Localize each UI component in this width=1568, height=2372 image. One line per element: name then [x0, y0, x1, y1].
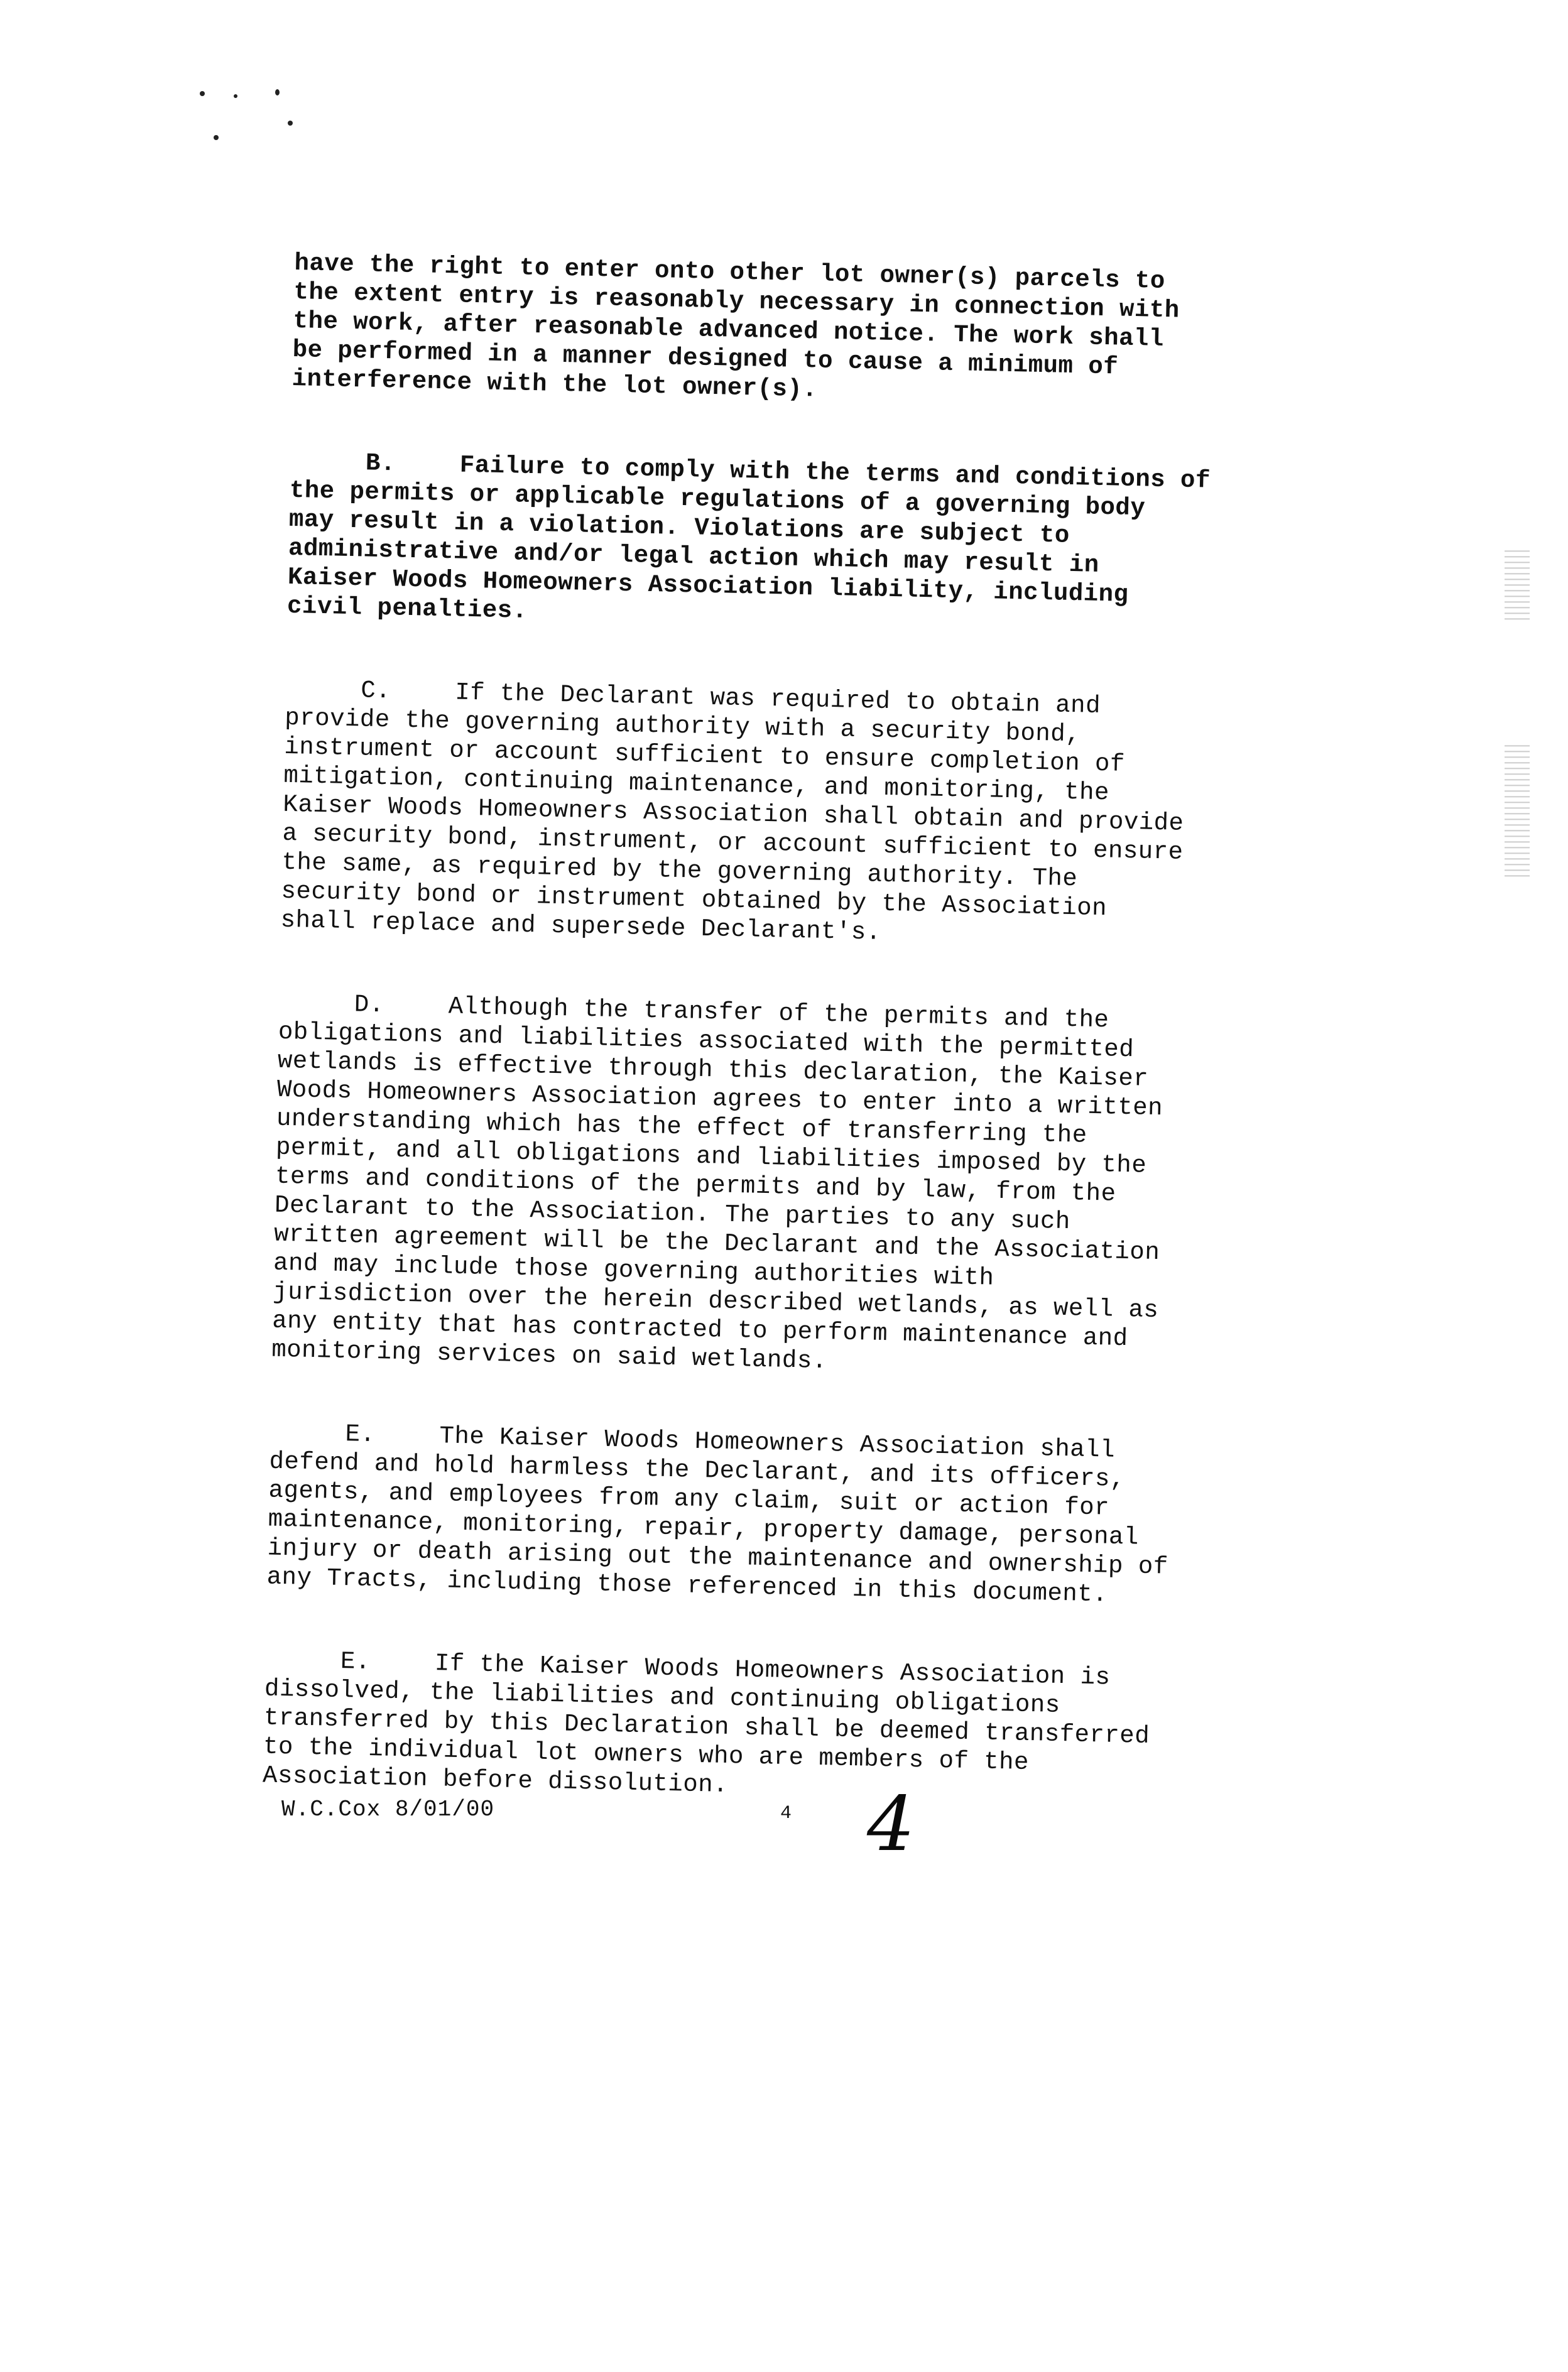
paragraph-d: [271, 989, 1334, 1386]
paragraph-text: If the Kaiser Woods Homeowners Association is dissolved, the liabilities and continuing obligations transferred by this Declaration shall be deemed transferred to the individual lot owners who are members of the Association before dissolution.: [262, 1650, 1150, 1799]
scan-edge-noise: [1505, 547, 1530, 622]
paragraph-label: D.: [354, 991, 385, 1020]
paragraph-label: C.: [360, 677, 391, 705]
paragraph-label: B.: [365, 449, 396, 478]
paragraph-text: The Kaiser Woods Homeowners Association shall defend and hold harmless the Declarant, and its officers, agents, and employees from any claim, suit or action for maintenance, monitoring, repair, property damage, personal injury or death arising out the maintenance and ownership of any Tracts, including those referenced in this document.: [266, 1422, 1169, 1609]
scan-speck: [200, 91, 205, 96]
paragraph-text: have the right to enter onto other lot owner(s) parcels to the extent entry is reasonably necessary in connection with the work, after reasonable advanced notice. The work shall be performed in a manner designed to cause a minimum of interference with the lot owner(s).: [291, 249, 1180, 404]
paragraph-e-dissolution: [263, 1646, 1320, 1812]
scan-speck: [275, 89, 280, 95]
paragraph-b: [287, 447, 1346, 643]
scan-edge-noise: [1505, 741, 1530, 879]
scan-speck: [288, 121, 293, 126]
paragraph-text: Although the transfer of the permits and the obligations and liabilities associated with the permitted wetlands is effective through this declaration, the Kaiser Woods Homeowners Association agrees to enter into a written understanding which has the effect of transferring the permit, and all obligations and liabilities imposed by the terms and conditions of the permits and by law, from the Declarant to the Association. The parties to any such written agreement will be the Declarant and the Association and may include those governing authorities with jurisdiction over the herein described wetlands, as well as any entity that has contracted to perform maintenance and monitoring services on said wetlands.: [271, 993, 1163, 1376]
scan-speck: [234, 94, 237, 98]
paragraph-c: [280, 675, 1341, 957]
paragraph-label: E.: [345, 1420, 376, 1449]
handwritten-page-number: 4: [867, 1781, 915, 1868]
paragraph-e-hold-harmless: [266, 1418, 1325, 1614]
footer-author-date: W.C.Cox 8/01/00: [281, 1797, 495, 1822]
paragraph-label: E.: [340, 1648, 371, 1677]
footer-page-number: 4: [780, 1803, 792, 1824]
scan-speck: [214, 135, 219, 140]
paragraph-text: Failure to comply with the terms and conditions of the permits or applicable regulations of a governing body may result in a violation. Violations are subject to administrative and/or legal action which may result in Kaiser Woods Homeowners Association liability, including civil penalties.: [286, 451, 1211, 625]
paragraph-continuation: [291, 220, 1350, 415]
paragraph-text: If the Declarant was required to obtain and provide the governing authority with a security bond, instrument or account sufficient to ensure completion of mitigation, continuing maintenance, and monitoring, the Kaiser Woods Homeowners Association shall obtain and provide a security bond, instrument, or account sufficient to ensure the same, as required by the governing authority. The security bond or instrument obtained by the Association shall replace and supersede Declarant's.: [280, 678, 1184, 947]
document-body: [261, 220, 1351, 1866]
